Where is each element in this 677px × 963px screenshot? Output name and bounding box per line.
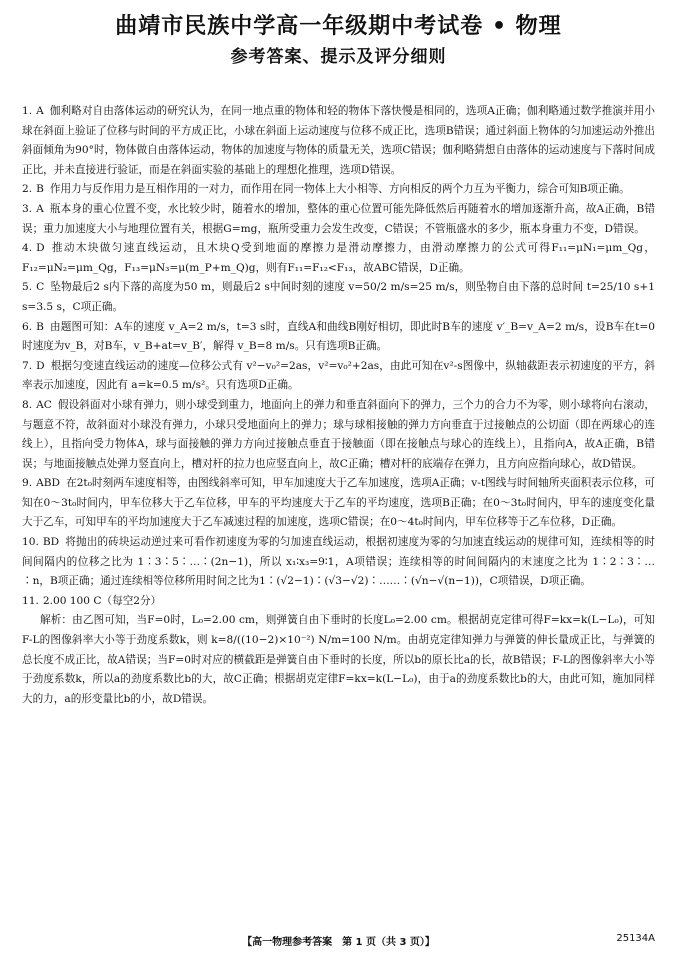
item-answer: 2.00 100 C（每空2分） xyxy=(42,594,162,607)
answer-item-4 xyxy=(22,239,655,278)
item-number: 9. xyxy=(22,477,33,490)
page-title: 曲靖市民族中学高一年级期中考试卷 • 物理 xyxy=(115,14,562,39)
item-number: 2. xyxy=(22,183,33,196)
answer-item-9 xyxy=(22,474,655,533)
item-answer: A xyxy=(36,105,44,117)
footer-page-info: 【高一物理参考答案 第 1 页（共 3 页）】 xyxy=(242,937,435,948)
item-answer: D xyxy=(36,242,45,255)
item-number: 1. xyxy=(22,105,33,117)
item-number: 8. xyxy=(22,398,33,411)
answer-item-5 xyxy=(22,278,655,317)
item-answer: D xyxy=(36,359,45,372)
answer-item-8 xyxy=(22,396,655,474)
item-explanation: 解析：由乙图可知，当F=0时，L₀=2.00 cm，则弹簧自由下垂时的长度L₀=2.00 cm。根据胡克定律可得F=kx=k(L−L₀)，可知F-L的图像斜率大小等于劲度系数k，则 k=8/((10−2)×10⁻²) N/m=100 N/m。由胡克定律知弹力与弹簧的伸长量成正比，与弹簧的总长度不成正比，故A错误；当F=0时对应的横截距是弹簧自由下垂时的长度，所以b的原长比a的长，故B错误；F-L的图像斜率大小等于劲度系数k，所以a的劲度系数比b的大，故C正确；根据胡克定律F=kx=k(L−L₀)，由于a的劲度系数比b的大，由此可知，施加同样大的力，a的形变量比b的小，故D错误。 xyxy=(22,614,655,705)
answer-item-11 xyxy=(22,592,655,710)
item-explanation: 根据匀变速直线运动的速度—位移公式有 v²−v₀²=2as，v²=v₀²+2as，由此可知在v²-s图像中，纵轴截距表示初速度的平方，斜率表示加速度，因此有 a=k=0.5 m/s²。只有选项D正确。 xyxy=(22,359,655,392)
item-number: 5. xyxy=(22,281,33,294)
answer-item-7 xyxy=(22,357,655,396)
item-answer: B xyxy=(36,320,44,333)
item-number: 11. xyxy=(22,594,39,607)
item-explanation: 将抛出的砖块运动逆过来可看作初速度为零的匀加速直线运动，根据初速度为零的匀加速直线运动的规律可知，连续相等的时间间隔内的位移之比为 1∶3∶5∶…∶(2n−1)，所以 x₁∶x₃=9∶1，A项错误；连续相等的时间间隔内的末速度之比为 1∶2∶3∶…∶n，B项正确；通过连续相等位移所用时间之比为1∶(√2−1)∶(√3−√2)∶……∶(√n−√(n−1))，C项错误，D项正确。 xyxy=(22,536,655,588)
answer-item-6 xyxy=(22,318,655,357)
page-subtitle: 参考答案、提示及评分细则 xyxy=(230,47,447,67)
item-explanation: 伽利略对自由落体运动的研究认为，在同一地点重的物体和轻的物体下落快慢是相同的，选项A正确；伽利略通过数学推演并用小球在斜面上验证了位移与时间的平方成正比，小球在斜面上运动速度与位移不成正比，选项B错误；通过斜面上物体的匀加速运动外推出斜面倾角为90°时，物体做自由落体运动，物体的加速度与物体的质量无关，选项C错误；伽利略猜想自由落体的运动速度与下落时间成正比，并未直接进行验证，而是在斜面实验的基础上的理想化推理，选项D错误。 xyxy=(22,105,655,176)
answer-item-10 xyxy=(22,533,655,592)
item-explanation: 坠物最后2 s内下落的高度为50 m，则最后2 s中间时刻的速度 v=50/2 m/s=25 m/s，则坠物自由下落的总时间 t=25/10 s+1 s=3.5 s，C项正确。 xyxy=(22,281,655,313)
item-answer: A xyxy=(36,202,44,215)
item-answer: C xyxy=(36,281,45,294)
page-footer xyxy=(0,933,677,949)
answers-list xyxy=(22,102,655,709)
item-explanation: 在2t₀时刻两车速度相等，由图线斜率可知，甲车加速度大于乙车加速度，选项A正确；v-t图线与时间轴所夹面积表示位移，可知在0～3t₀时间内，甲车位移大于乙车位移，甲车的平均速度大于乙车的平均速度，选项B正确；在0～3t₀时间内，甲车的速度变化量大于乙车，可知甲车的平均加速度大于乙车减速过程的加速度，选项C错误；在0～4t₀时间内，甲车位移等于乙车位移，D正确。 xyxy=(22,477,655,529)
item-explanation: 作用力与反作用力是互相作用的一对力，而作用在同一物体上大小相等、方向相反的两个力互为平衡力，综合可知B项正确。 xyxy=(49,183,630,196)
item-number: 4. xyxy=(22,242,33,255)
answer-item-3 xyxy=(22,200,655,239)
item-number: 7. xyxy=(22,359,33,372)
item-answer: B xyxy=(36,183,44,196)
item-answer: ABD xyxy=(36,477,61,490)
answer-item-2 xyxy=(22,180,655,200)
item-explanation: 推动木块做匀速直线运动，且木块Q受到地面的摩擦力是滑动摩擦力，由滑动摩擦力的公式可得F₁₁=μN₁=μm_Qg，F₁₂=μN₂=μm_Qg，F₁₃=μN₃=μ(m_P+m_Q)g，则有F₁₁=F₁₂<F₁₃，故ABC错误，D正确。 xyxy=(22,242,655,274)
item-number: 6. xyxy=(22,320,33,333)
item-number: 10. xyxy=(22,536,39,549)
item-explanation: 瓶本身的重心位置不变，水比较少时，随着水的增加，整体的重心位置可能先降低然后再随着水的增加逐渐升高，故A正确，B错误；重力加速度大小与地理位置有关，根据G=mg，瓶所受重力会发生改变，C错误；不管瓶盛水的多少，瓶本身重力不变，D错误。 xyxy=(22,202,655,235)
footer-doc-code: 25134A xyxy=(616,933,655,944)
answer-item-1 xyxy=(22,102,655,180)
item-answer: BD xyxy=(42,536,60,549)
item-number: 3. xyxy=(22,202,33,215)
item-answer: AC xyxy=(36,398,52,411)
item-explanation: 假设斜面对小球有弹力，则小球受到重力，地面向上的弹力和垂直斜面向下的弹力，三个力的合力不为零，则小球将向右滚动，与题意不符，故斜面对小球没有弹力，小球只受地面向上的弹力；球与球相接触的弹力方向垂直于过接触点的公切面（即在两球心的连线上），且指向受力物体A，球与面接触的弹力方向过接触点垂直于接触面（即在接触点与球心的连线上），且指向A，故A正确，B错误；与地面接触点处弹力竖直向上，槽对杆的拉力也应竖直向上，故C正确；槽对杆的底端存在弹力，且方向应指向球心，故D错误。 xyxy=(22,398,655,470)
item-explanation: 由题图可知：A车的速度 v_A=2 m/s，t=3 s时，直线A和曲线B刚好相切，即此时B车的速度 v′_B=v_A=2 m/s，设B车在t=0时速度为v_B，对B车，v_B+at=v_B′，解得 v_B=8 m/s。只有选项B正确。 xyxy=(22,320,655,353)
